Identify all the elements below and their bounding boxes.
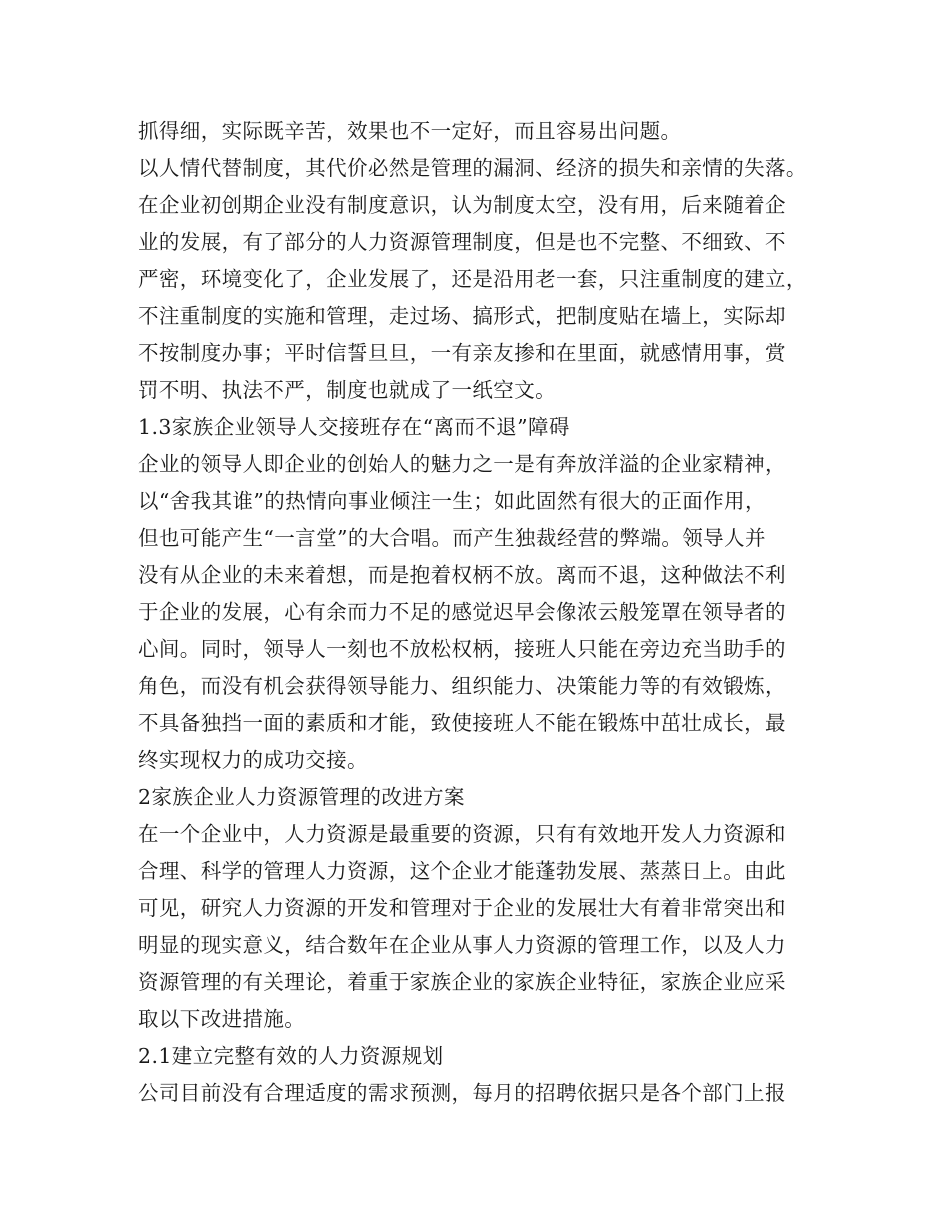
text-line: 角色，而没有机会获得领导能力、组织能力、决策能力等的有效锻炼， [138,674,786,698]
text-line: 合理、科学的管理人力资源，这个企业才能蓬勃发展、蒸蒸日上。由此 [138,859,786,883]
text-line: 可见，研究人力资源的开发和管理对于企业的发展壮大有着非常突出和 [138,896,786,920]
text-line: 没有从企业的未来着想，而是抱着权柄不放。离而不退，这种做法不利 [138,563,786,587]
section-heading-2-1: 2.1建立完整有效的人力资源规划 [138,1044,444,1068]
text-line: 公司目前没有合理适度的需求预测，每月的招聘依据只是各个部门上报 [138,1081,786,1105]
section-heading-1-3: 1.3家族企业领导人交接班存在“离而不退”障碍 [138,415,570,439]
text-line: 罚不明、执法不严，制度也就成了一纸空文。 [138,378,556,402]
text-line: 但也可能产生“一言堂”的大合唱。而产生独裁经营的弊端。领导人并 [138,526,766,550]
text-line: 不按制度办事；平时信誓旦旦，一有亲友掺和在里面，就感情用事，赏 [138,341,786,365]
text-line: 以“舍我其谁”的热情向事业倾注一生；如此固然有很大的正面作用， [138,489,766,513]
text-line: 心间。同时，领导人一刻也不放松权柄，接班人只能在旁边充当助手的 [138,637,786,661]
text-line: 资源管理的有关理论，着重于家族企业的家族企业特征，家族企业应采 [138,970,786,994]
document-body [138,113,828,1112]
text-line: 终实现权力的成功交接。 [138,748,368,772]
text-line: 在一个企业中，人力资源是最重要的资源，只有有效地开发人力资源和 [138,822,786,846]
text-line: 严密，环境变化了，企业发展了，还是沿用老一套，只注重制度的建立， [138,267,807,291]
section-heading-2: 2家族企业人力资源管理的改进方案 [138,785,465,809]
text-line: 取以下改进措施。 [138,1007,306,1031]
text-line: 明显的现实意义，结合数年在企业从事人力资源的管理工作，以及人力 [138,933,786,957]
text-line: 业的发展，有了部分的人力资源管理制度，但是也不完整、不细致、不 [138,230,786,254]
text-line: 企业的领导人即企业的创始人的魅力之一是有奔放洋溢的企业家精神， [138,452,786,476]
text-line: 不注重制度的实施和管理，走过场、搞形式，把制度贴在墙上，实际却 [138,304,786,328]
text-line: 不具备独挡一面的素质和才能，致使接班人不能在锻炼中茁壮成长，最 [138,711,786,735]
text-line: 以人情代替制度，其代价必然是管理的漏洞、经济的损失和亲情的失落。 [138,156,807,180]
text-line: 于企业的发展，心有余而力不足的感觉迟早会像浓云般笼罩在领导者的 [138,600,786,624]
text-line: 抓得细，实际既辛苦，效果也不一定好，而且容易出问题。 [138,119,682,143]
text-line: 在企业初创期企业没有制度意识，认为制度太空，没有用，后来随着企 [138,193,786,217]
